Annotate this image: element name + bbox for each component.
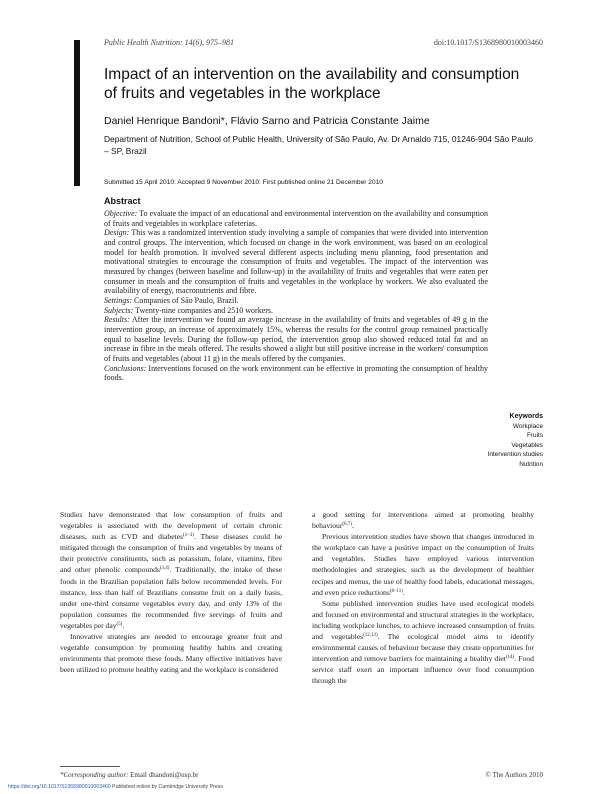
abstract-section-label: Design: — [104, 228, 130, 238]
body-text: Innovative strategies are needed to encourage greater fruit and vegetable consumption by promoting healthy habits and creating environments that promote these foods. Many effective initiatives have been utilized to promote healthy eating and the workplace is considered — [60, 632, 282, 675]
doi-link[interactable]: https://doi.org/10.1017/S1368980010003460 — [8, 784, 111, 790]
abstract-section-text: To evaluate the impact of an educational and environmental intervention on the availability and consumption of fruits and vegetables in workplace cafeterias. — [104, 209, 488, 228]
keyword-item: Fruits — [527, 432, 543, 440]
body-paragraph — [60, 631, 282, 675]
body-text: . — [402, 587, 405, 597]
abstract — [104, 196, 488, 383]
abstract-section — [104, 228, 488, 296]
footnote-rule — [60, 766, 120, 767]
body-text: Some published intervention studies have used ecological models and focused on environmental and structural strategies in the workplace, including workplace lunches, to achieve increased consumption of fruits and vegetables — [312, 598, 534, 642]
citation-ref[interactable]: (14) — [505, 655, 515, 661]
abstract-section — [104, 306, 488, 316]
submission-dates: Submitted 15 April 2010: Accepted 9 November 2010: First published online 21 December 2010 — [104, 179, 383, 186]
body-text: Studies have demonstrated that low consumption of fruits and vegetables is associated with the development of certain chronic diseases, such as CVD and diabetes — [60, 510, 282, 542]
corresponding-author-note — [60, 771, 198, 779]
journal-citation: Public Health Nutrition: 14(6), 975–981 — [104, 38, 234, 47]
left-accent-bar — [74, 40, 80, 186]
citation-ref[interactable]: (1–3) — [183, 533, 194, 539]
corresponding-author-email: Email dhandoni@usp.br — [128, 771, 199, 779]
doi-label: doi:10.1017/S1368980010003460 — [433, 38, 543, 47]
abstract-body — [104, 209, 488, 383]
citation-ref[interactable]: (5) — [116, 621, 123, 627]
citation-ref[interactable]: (8–11) — [389, 588, 403, 594]
abstract-section-label: Settings: — [104, 295, 132, 305]
body-text: . — [351, 521, 354, 531]
footer-publisher-text: Published online by Cambridge University Press — [110, 784, 223, 790]
abstract-section-text: Companies of São Paulo, Brazil. — [132, 295, 239, 305]
abstract-section-label: Results: — [104, 315, 130, 325]
body-text: Previous intervention studies have shown that changes introduced in the workplace can have a positive impact on the consumption of fruits and vegetables. Studies have employed various intervention methodologies and strategies, such as the development of healthier recipes and menus, the use of healthy food labels, educational messages, and even price reductions — [312, 532, 534, 597]
citation-ref[interactable]: (3,4) — [159, 566, 170, 572]
abstract-heading: Abstract — [104, 196, 141, 206]
abstract-section — [104, 364, 488, 383]
body-text: . — [122, 620, 125, 630]
body-paragraph — [312, 509, 534, 531]
body-text: . These diseases could be mitigated through the consumption of fruits and vegetables by means of their protective constituents, such as potassium, folate, vitamins, fibre and other phenolic compounds — [60, 532, 282, 575]
abstract-section-text: After the intervention we found an average increase in the availability of fruits and vegetables of 49 g in the intervention group, an increase of approximately 15%, whereas the results for the control group remained practically equal to baseline levels. During the follow-up period, the intervention group also showed reduced total fat and an increase in fibre in the meals offered. The results showed a slight but still positive increase in the workers' consumption of fruits and vegetables (about 11 g) in the meals offered by the companies. — [104, 315, 488, 363]
body-column-left — [60, 509, 282, 675]
abstract-section-text: Twenty-nine companies and 2510 workers. — [133, 305, 274, 315]
body-text: . Traditionally, the intake of these foods in the Brazilian population falls below recommended levels. For instance, less than half of Brazilians consume fruit on a daily basis, under one-third consume vegetables every day, and only 13% of the population consumes the recommended five servings of fruits and vegetables per day — [60, 565, 282, 630]
abstract-section-text: This was a randomized intervention study involving a sample of companies that were divided into intervention and control groups. The intervention, which focused on change in the work environment, was based on an ecological model for health promotion. It involved several different aspects including menu planning, food presentation and motivational strategies to encourage the consumption of fruits and vegetables. The impact of the intervention was measured by changes (between baseline and follow-up) in the availability of fruits and vegetables that were eaten per consumer in meals and the consumption of fruits and vegetables in the workplace by workers. We also evaluated the availability of energy, macronutrients and fibre. — [104, 228, 488, 296]
body-paragraph — [312, 598, 534, 687]
citation-ref[interactable]: (12,13) — [363, 633, 378, 639]
copyright-notice: © The Authors 2010 — [485, 771, 543, 779]
keywords-heading: Keywords — [509, 413, 543, 420]
body-paragraph — [312, 531, 534, 598]
author-list: Daniel Henrique Bandoni*, Flávio Sarno and Patricia Constante Jaime — [104, 115, 430, 127]
citation-ref[interactable]: (6,7) — [342, 522, 352, 528]
abstract-section-label: Subjects: — [104, 305, 134, 315]
keywords-box — [488, 412, 543, 470]
abstract-section — [104, 315, 488, 363]
abstract-section — [104, 296, 488, 306]
article-title: Impact of an intervention on the availability and consumption of fruits and vegetables in the workplace — [104, 66, 520, 102]
abstract-section-label: Conclusions: — [104, 363, 147, 373]
body-paragraph — [60, 509, 282, 631]
keywords-list — [488, 422, 543, 470]
body-column-right — [312, 509, 534, 687]
page-footer — [8, 784, 223, 790]
corresponding-author-label: *Corresponding author: — [60, 771, 129, 779]
keyword-item: Workplace — [512, 422, 543, 430]
abstract-section — [104, 209, 488, 228]
body-text: . The ecological model aims to identify environmental causes of behaviour because they create opportunities for intervention and remove barriers for maintaining a healthy diet — [312, 632, 534, 664]
abstract-section-label: Objective: — [104, 209, 138, 218]
keyword-item: Nutrition — [519, 460, 543, 468]
abstract-section-text: Interventions focused on the work environment can be effective in promoting the consumption of healthy foods. — [104, 363, 488, 383]
body-text: . Food service staff exert an important influence over food consumption through the — [312, 654, 534, 686]
keyword-item: Intervention studies — [487, 451, 543, 459]
keyword-item: Vegetables — [511, 441, 543, 449]
body-text: a good setting for interventions aimed at promoting healthy behaviour — [312, 510, 534, 531]
affiliation: Department of Nutrition, School of Public Health, University of São Paulo, Av. Dr Arnaldo 715, 01246-904 São Paulo – SP, Brazil — [104, 134, 533, 156]
